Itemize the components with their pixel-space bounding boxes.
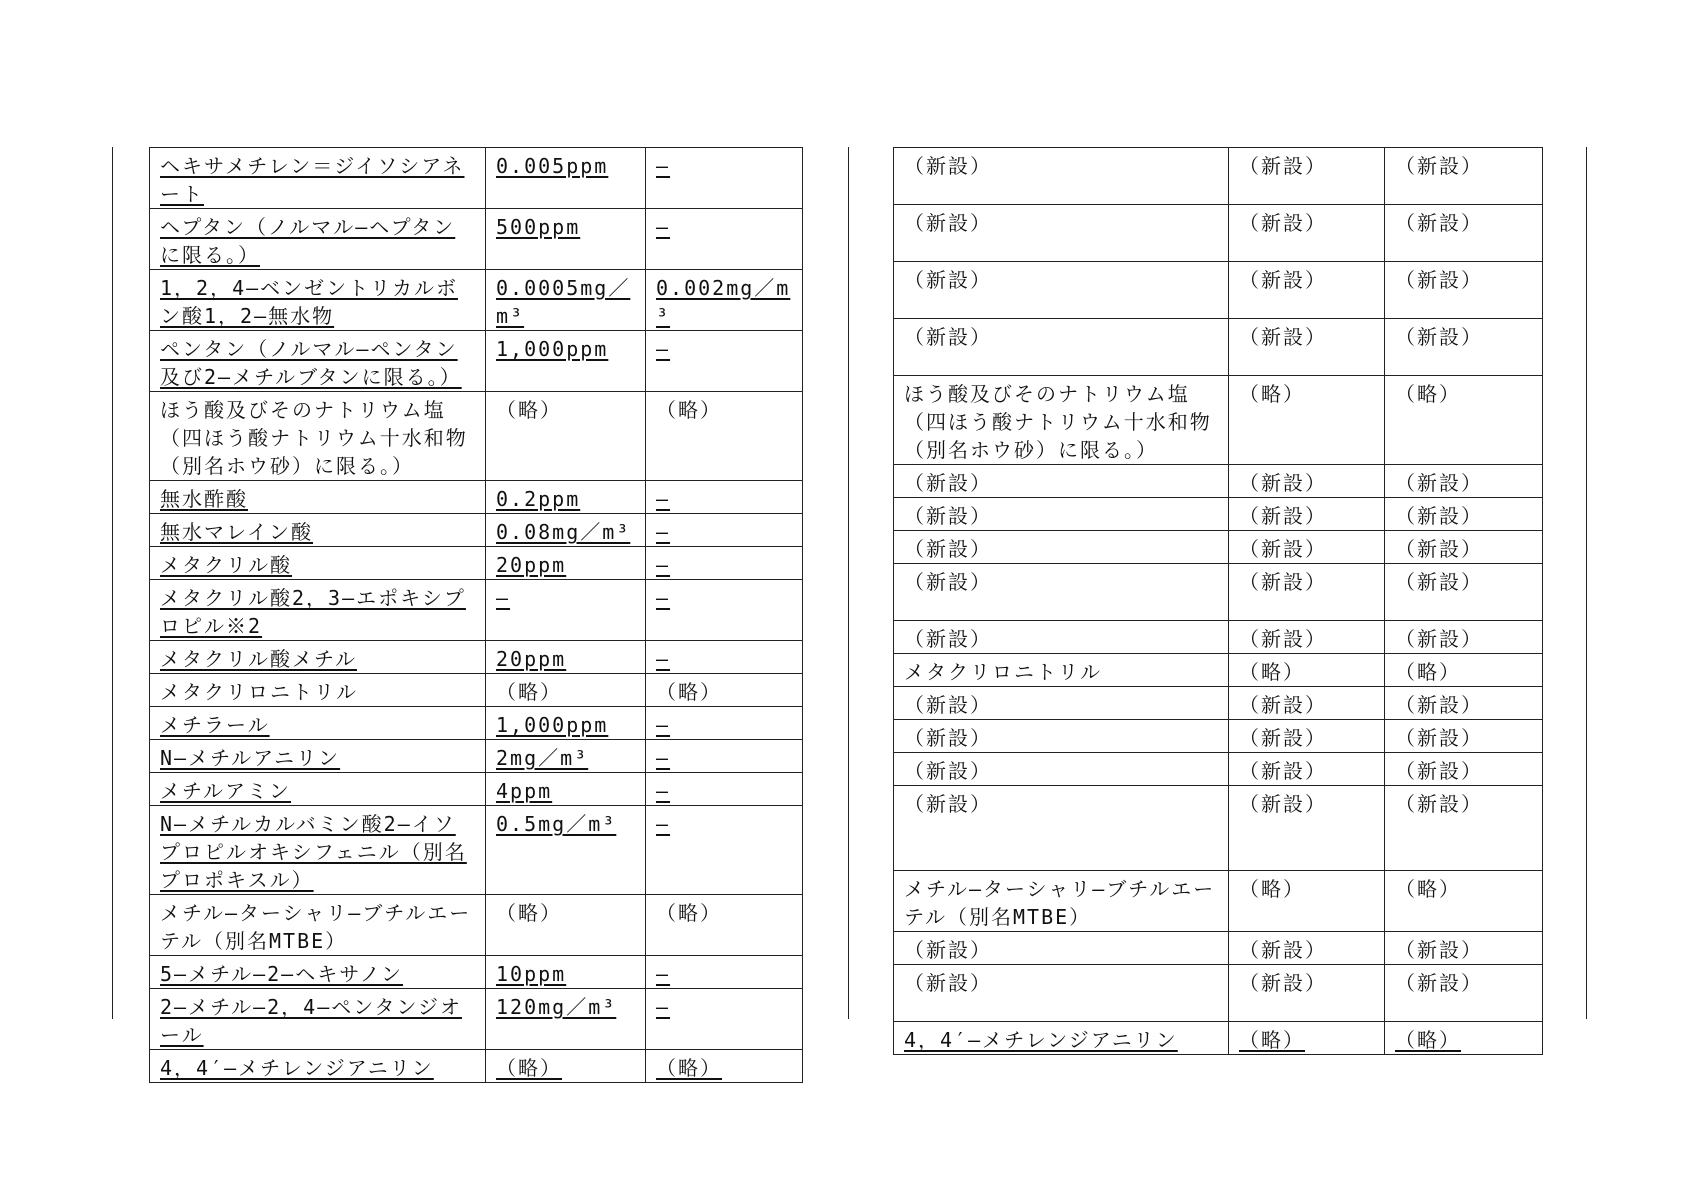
substance-name-cell: ほう酸及びそのナトリウム塩（四ほう酸ナトリウム十水和物（別名ホウ砂）に限る。） (150, 392, 486, 481)
limit-value-cell: 10ppm (486, 956, 646, 989)
table-row (894, 720, 1543, 753)
table-row (894, 148, 1543, 205)
substance-name-cell: ほう酸及びそのナトリウム塩（四ほう酸ナトリウム十水和物（別名ホウ砂）に限る。） (894, 376, 1229, 465)
left-margin-rule (112, 147, 113, 1019)
ceiling-value-cell: （新設） (1385, 687, 1543, 720)
substance-name-cell: メチル—ターシャリ—ブチルエーテル（別名MTBE） (150, 895, 486, 956)
ceiling-value-cell: （新設） (1385, 965, 1543, 1022)
ceiling-value-cell: — (646, 956, 803, 989)
table-row (150, 806, 803, 895)
table-row (894, 687, 1543, 720)
substance-name-cell: （新設） (894, 621, 1229, 654)
ceiling-value-cell: （略） (646, 392, 803, 481)
substance-name-cell: ヘプタン（ノルマル—ヘプタンに限る。） (150, 209, 486, 270)
limit-value-cell: 0.08mg／m³ (486, 514, 646, 547)
limit-value-cell: 0.5mg／m³ (486, 806, 646, 895)
table-row (150, 209, 803, 270)
substance-name-cell: N—メチルカルバミン酸2—イソプロピルオキシフェニル（別名プロポキスル） (150, 806, 486, 895)
table-row (150, 707, 803, 740)
limit-value-cell: （略） (486, 895, 646, 956)
ceiling-value-cell: （新設） (1385, 621, 1543, 654)
table-row (894, 319, 1543, 376)
limit-value-cell: （新設） (1229, 148, 1385, 205)
ceiling-value-cell: （略） (646, 1050, 803, 1083)
limit-value-cell: 1,000ppm (486, 707, 646, 740)
limit-value-cell: 500ppm (486, 209, 646, 270)
table-row (894, 531, 1543, 564)
substance-name-cell: メタクリロニトリル (150, 674, 486, 707)
limit-value-cell: （略） (1229, 376, 1385, 465)
limit-value-cell: （略） (486, 674, 646, 707)
ceiling-value-cell: — (646, 514, 803, 547)
table-row (894, 564, 1543, 621)
ceiling-value-cell: （略） (1385, 654, 1543, 687)
table-row (150, 1050, 803, 1083)
ceiling-value-cell: （新設） (1385, 720, 1543, 753)
limit-value-cell: — (486, 580, 646, 641)
limit-value-cell: （略） (486, 392, 646, 481)
table-row (150, 740, 803, 773)
limit-value-cell: 1,000ppm (486, 331, 646, 392)
ceiling-value-cell: — (646, 707, 803, 740)
substance-name-cell: N—メチルアニリン (150, 740, 486, 773)
limit-value-cell: （略） (486, 1050, 646, 1083)
substance-name-cell: メタクリル酸2，3—エポキシプロピル※2 (150, 580, 486, 641)
substance-name-cell: メチル—ターシャリ—ブチルエーテル（別名MTBE） (894, 871, 1229, 932)
substance-name-cell: メチルアミン (150, 773, 486, 806)
ceiling-value-cell: — (646, 740, 803, 773)
table-row (150, 580, 803, 641)
table-row (894, 1022, 1543, 1055)
ceiling-value-cell: — (646, 209, 803, 270)
substance-name-cell: （新設） (894, 319, 1229, 376)
ceiling-value-cell: （新設） (1385, 564, 1543, 621)
ceiling-value-cell: （新設） (1385, 262, 1543, 319)
table-row (894, 965, 1543, 1022)
limit-value-cell: （略） (1229, 1022, 1385, 1055)
table-row (150, 514, 803, 547)
ceiling-value-cell: — (646, 148, 803, 209)
table-row (894, 262, 1543, 319)
limit-value-cell: （新設） (1229, 319, 1385, 376)
table-row (150, 547, 803, 580)
limit-value-cell: 20ppm (486, 641, 646, 674)
substance-name-cell: メタクリル酸メチル (150, 641, 486, 674)
limit-value-cell: （新設） (1229, 262, 1385, 319)
ceiling-value-cell: （新設） (1385, 932, 1543, 965)
substance-name-cell: 無水酢酸 (150, 481, 486, 514)
limit-value-cell: （新設） (1229, 720, 1385, 753)
ceiling-value-cell: （新設） (1385, 465, 1543, 498)
table-row (894, 786, 1543, 871)
table-row (894, 498, 1543, 531)
substance-name-cell: 1，2，4—ベンゼントリカルボン酸1，2—無水物 (150, 270, 486, 331)
ceiling-value-cell: — (646, 773, 803, 806)
substance-name-cell: 4，4′—メチレンジアニリン (894, 1022, 1229, 1055)
table-row (150, 148, 803, 209)
table-row (894, 932, 1543, 965)
substance-name-cell: （新設） (894, 262, 1229, 319)
table-row (150, 270, 803, 331)
substance-name-cell: （新設） (894, 148, 1229, 205)
ceiling-value-cell: — (646, 641, 803, 674)
limit-value-cell: （新設） (1229, 621, 1385, 654)
table-row (150, 989, 803, 1050)
table-row (150, 392, 803, 481)
table-row (894, 205, 1543, 262)
limit-value-cell: 4ppm (486, 773, 646, 806)
limit-value-cell: （新設） (1229, 687, 1385, 720)
limit-value-cell: （略） (1229, 654, 1385, 687)
limit-value-cell: 0.005ppm (486, 148, 646, 209)
right-margin-rule (1586, 147, 1587, 1019)
limit-value-cell: 0.0005mg／m³ (486, 270, 646, 331)
ceiling-value-cell: （新設） (1385, 753, 1543, 786)
revised-table (149, 147, 803, 1083)
substance-name-cell: メチラール (150, 707, 486, 740)
table-row (150, 331, 803, 392)
table-row (150, 956, 803, 989)
substance-name-cell: （新設） (894, 965, 1229, 1022)
ceiling-value-cell: （略） (646, 674, 803, 707)
ceiling-value-cell: （略） (1385, 1022, 1543, 1055)
limit-value-cell: （略） (1229, 871, 1385, 932)
ceiling-value-cell: — (646, 989, 803, 1050)
limit-value-cell: （新設） (1229, 965, 1385, 1022)
limit-value-cell: （新設） (1229, 498, 1385, 531)
current-table (893, 147, 1543, 1055)
substance-name-cell: （新設） (894, 498, 1229, 531)
ceiling-value-cell: — (646, 806, 803, 895)
ceiling-value-cell: （新設） (1385, 498, 1543, 531)
ceiling-value-cell: （略） (646, 895, 803, 956)
limit-value-cell: （新設） (1229, 786, 1385, 871)
substance-name-cell: （新設） (894, 786, 1229, 871)
ceiling-value-cell: — (646, 547, 803, 580)
table-row (150, 773, 803, 806)
table-row (150, 895, 803, 956)
substance-name-cell: 無水マレイン酸 (150, 514, 486, 547)
table-row (894, 621, 1543, 654)
ceiling-value-cell: 0.002mg／m³ (646, 270, 803, 331)
limit-value-cell: 120mg／m³ (486, 989, 646, 1050)
table-row (894, 753, 1543, 786)
limit-value-cell: （新設） (1229, 205, 1385, 262)
substance-name-cell: （新設） (894, 720, 1229, 753)
table-row (894, 654, 1543, 687)
substance-name-cell: （新設） (894, 687, 1229, 720)
limit-value-cell: （新設） (1229, 531, 1385, 564)
limit-value-cell: （新設） (1229, 465, 1385, 498)
limit-value-cell: 2mg／m³ (486, 740, 646, 773)
substance-name-cell: （新設） (894, 753, 1229, 786)
limit-value-cell: 0.2ppm (486, 481, 646, 514)
table-row (150, 641, 803, 674)
limit-value-cell: （新設） (1229, 932, 1385, 965)
substance-name-cell: （新設） (894, 465, 1229, 498)
ceiling-value-cell: （略） (1385, 871, 1543, 932)
ceiling-value-cell: （新設） (1385, 148, 1543, 205)
center-divider-rule (848, 147, 849, 1019)
substance-name-cell: （新設） (894, 205, 1229, 262)
ceiling-value-cell: （新設） (1385, 786, 1543, 871)
limit-value-cell: 20ppm (486, 547, 646, 580)
substance-name-cell: メタクリル酸 (150, 547, 486, 580)
substance-name-cell: 2—メチル—2，4—ペンタンジオール (150, 989, 486, 1050)
ceiling-value-cell: — (646, 481, 803, 514)
substance-name-cell: ペンタン（ノルマル—ペンタン及び2—メチルブタンに限る。） (150, 331, 486, 392)
substance-name-cell: （新設） (894, 531, 1229, 564)
table-row (894, 465, 1543, 498)
ceiling-value-cell: （新設） (1385, 205, 1543, 262)
ceiling-value-cell: — (646, 580, 803, 641)
table-row (894, 376, 1543, 465)
substance-name-cell: 4，4′—メチレンジアニリン (150, 1050, 486, 1083)
ceiling-value-cell: （略） (1385, 376, 1543, 465)
substance-name-cell: ヘキサメチレン＝ジイソシアネート (150, 148, 486, 209)
substance-name-cell: メタクリロニトリル (894, 654, 1229, 687)
limit-value-cell: （新設） (1229, 564, 1385, 621)
substance-name-cell: （新設） (894, 932, 1229, 965)
substance-name-cell: 5—メチル—2—ヘキサノン (150, 956, 486, 989)
table-row (894, 871, 1543, 932)
table-row (150, 481, 803, 514)
substance-name-cell: （新設） (894, 564, 1229, 621)
limit-value-cell: （新設） (1229, 753, 1385, 786)
ceiling-value-cell: （新設） (1385, 531, 1543, 564)
ceiling-value-cell: — (646, 331, 803, 392)
table-row (150, 674, 803, 707)
ceiling-value-cell: （新設） (1385, 319, 1543, 376)
